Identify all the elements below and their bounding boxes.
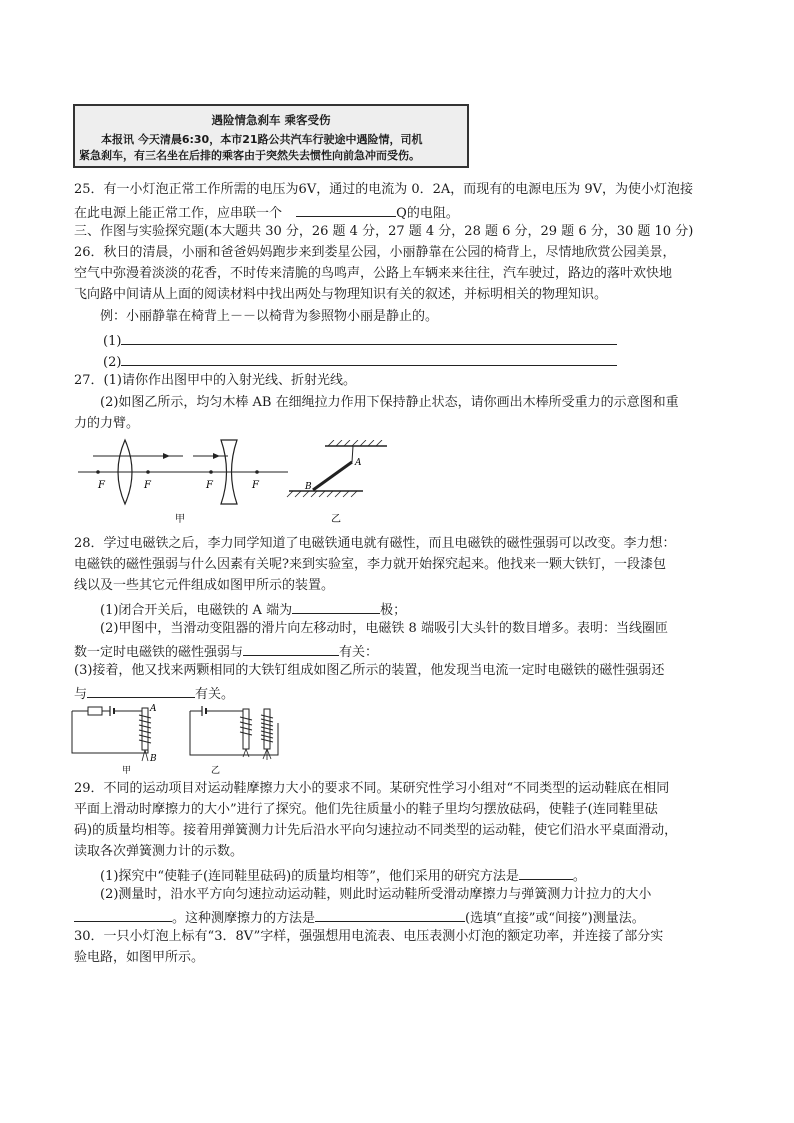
q26-answer-label: (1) bbox=[103, 334, 122, 349]
q28-answer-blank[interactable] bbox=[87, 683, 195, 698]
q28-line: (3)接着，他又找来两颗相同的大铁钉组成如图乙所示的装置，他发现当电流一定时电磁铁的磁性强弱还 bbox=[74, 663, 665, 678]
q29-part1 bbox=[100, 865, 586, 886]
news-line: 紧急刹车，有三名坐在后排的乘客由于突然失去惯性向前急冲而受伤。 bbox=[79, 149, 420, 162]
focus-point bbox=[209, 470, 213, 474]
pin-icon bbox=[243, 749, 246, 757]
q28-text: 与 bbox=[74, 687, 88, 702]
end-b-label: B bbox=[150, 754, 157, 764]
q28-part3 bbox=[74, 683, 234, 704]
focus-point bbox=[96, 470, 100, 474]
q26-example: 例：小丽静靠在椅背上－－以椅背为参照物小丽是静止的。 bbox=[100, 309, 439, 324]
q29-text: 。这种测摩擦力的方法是 bbox=[172, 911, 316, 926]
q28-part2 bbox=[74, 641, 378, 662]
q27-line: 27．(1)请你作出图甲中的入射光线、折射光线。 bbox=[74, 373, 356, 388]
q29-line: 码)的质量均相等。接着用弹簧测力计先后沿水平向匀速拉动不同类型的运动鞋，使它们沿水平桌面滑动， bbox=[74, 823, 678, 838]
lens-diagram bbox=[78, 436, 288, 526]
q29-line: 读取各次弹簧测力计的示数。 bbox=[74, 844, 244, 859]
electromagnet-diagram-single bbox=[70, 703, 170, 775]
q26-answer-label: (2) bbox=[103, 355, 122, 370]
focus-label: F bbox=[98, 480, 105, 491]
circuit-wire bbox=[72, 711, 148, 753]
electromagnet-diagram-double bbox=[186, 703, 286, 775]
figure-caption: 乙 bbox=[331, 514, 341, 525]
q28-text: 有关： bbox=[339, 645, 379, 660]
end-a-label: A bbox=[150, 704, 157, 714]
q27-line: (2)如图乙所示，均匀木棒 AB 在细绳拉力作用下保持静止状态，请你画出木棒所受重力的示意图和重 bbox=[100, 395, 679, 410]
q26-answer-blank[interactable] bbox=[121, 351, 617, 366]
q26-answer-blank[interactable] bbox=[121, 330, 617, 345]
wooden-rod bbox=[313, 462, 352, 490]
q29-line: (2)测量时，沿水平方向匀速拉动运动鞋，则此时运动鞋所受滑动摩擦力与弹簧测力计拉力的大小 bbox=[100, 887, 652, 902]
focus-point bbox=[146, 470, 150, 474]
news-line: 本报讯 今天清晨6:30，本市21路公共汽车行驶途中遇险情，司机 bbox=[101, 133, 423, 146]
q28-answer-blank[interactable] bbox=[243, 641, 339, 656]
q26-answer-1 bbox=[103, 330, 617, 351]
pin-icon bbox=[246, 749, 249, 757]
q29-text: (1)探究中“使鞋子(连同鞋里砝码)的质量均相等”，他们采用的研究方法是 bbox=[100, 869, 519, 884]
q30-line: 验电路，如图甲所示。 bbox=[74, 950, 205, 965]
string bbox=[352, 446, 353, 462]
q29-line: 29．不同的运动项目对运动鞋摩擦力大小的要求不同。某研究性学习小组对“不同类型的运动鞋底在相同 bbox=[74, 781, 670, 796]
q28-line: 28．学过电磁铁之后，李力同学知道了电磁铁通电就有磁性，而且电磁铁的磁性强弱可以改变。李力想： bbox=[74, 536, 676, 551]
q28-line: (2)甲图中，当滑动变阻器的滑片向左移动时，电磁铁 8 端吸引大头针的数目增多。表明：当线圈匝 bbox=[100, 621, 668, 636]
q29-answer-blank[interactable] bbox=[74, 907, 172, 922]
q26-line: 26．秋日的清晨，小丽和爸爸妈妈跑步来到娄星公园，小丽静靠在公园的椅背上，尽情地欣赏公园美景， bbox=[74, 245, 676, 260]
q28-line: 电磁铁的磁性强弱与什么因素有关呢?来到实验室，李力就开始探究起来。他找来一颗大铁钉，一段漆包 bbox=[74, 557, 666, 572]
q27-line: 力的力臂。 bbox=[74, 416, 140, 431]
q28-text: (1)闭合开关后，电磁铁的 A 端为 bbox=[100, 603, 293, 618]
point-a-label: A bbox=[355, 458, 362, 468]
q29-answer-blank[interactable] bbox=[519, 865, 573, 880]
pin-icon bbox=[142, 750, 145, 761]
q29-part2 bbox=[74, 907, 645, 928]
point-b-label: B bbox=[305, 482, 312, 492]
arrow-icon bbox=[213, 453, 220, 459]
section-three-heading: 三、作图与实验探究题(本大题共 30 分，26 题 4 分，27 题 4 分，28 题 6 分，29 题 6 分，30 题 10 分) bbox=[74, 224, 694, 239]
q28-line: 线以及一些其它元件组成如图甲所示的装置。 bbox=[74, 578, 335, 593]
focus-point bbox=[255, 470, 259, 474]
rheostat-icon bbox=[88, 707, 102, 715]
q30-line: 30．一只小灯泡上标有“3．8V”字样，强强想用电流表、电压表测小灯泡的额定功率，并连接了部分实 bbox=[74, 929, 664, 944]
q29-text: 。 bbox=[572, 869, 586, 884]
q28-part1 bbox=[100, 599, 406, 620]
ground-hatch bbox=[287, 491, 357, 497]
q25-line1: 25．有一小灯泡正常工作所需的电压为6V，通过的电流为 0．2A，而现有的电源电压为 9V，为使小灯泡接 bbox=[74, 182, 694, 197]
q28-text: 极； bbox=[380, 603, 407, 618]
arrow-icon bbox=[163, 453, 170, 459]
q25-answer-blank[interactable] bbox=[296, 202, 396, 217]
q26-line: 空气中弥漫着淡淡的花香，不时传来清脆的鸟鸣声，公路上车辆来来往往，汽车驶过，路边的落叶欢快地 bbox=[74, 266, 673, 281]
q29-answer-blank[interactable] bbox=[315, 907, 465, 922]
rod-diagram bbox=[285, 440, 390, 530]
q28-answer-blank[interactable] bbox=[292, 599, 380, 614]
pin-icon bbox=[267, 749, 271, 759]
q26-line: 飞向路中间请从上面的阅读材料中找出两处与物理知识有关的叙述，并标明相关的物理知识。 bbox=[74, 287, 608, 302]
q26-answer-2 bbox=[103, 351, 617, 372]
q25-text-end: Q的电阻。 bbox=[396, 206, 459, 221]
figure-caption: 甲 bbox=[175, 514, 185, 525]
q25-text: 在此电源上能正常工作，应串联一个 bbox=[74, 206, 283, 221]
ceiling-hatch bbox=[328, 440, 382, 446]
news-clipping bbox=[73, 104, 469, 168]
focus-label: F bbox=[144, 480, 151, 491]
q28-text: 数一定时电磁铁的磁性强弱与 bbox=[74, 645, 244, 660]
figure-caption: 甲 bbox=[122, 766, 132, 775]
q25-line2 bbox=[74, 202, 459, 223]
focus-label: F bbox=[252, 480, 259, 491]
q29-text: (选填“直接”或“间接”)测量法。 bbox=[465, 911, 645, 926]
iron-nail bbox=[142, 708, 148, 750]
news-headline: 遇险情急刹车 乘客受伤 bbox=[211, 113, 331, 127]
figure-caption: 乙 bbox=[211, 766, 221, 775]
q28-text: 有关。 bbox=[195, 687, 235, 702]
focus-label: F bbox=[206, 480, 213, 491]
q29-line: 平面上滑动时摩擦力的大小”进行了探究。他们先往质量小的鞋子里均匀摆放砝码，使鞋子(连同鞋里砝 bbox=[74, 802, 658, 817]
pin-icon bbox=[263, 749, 267, 759]
